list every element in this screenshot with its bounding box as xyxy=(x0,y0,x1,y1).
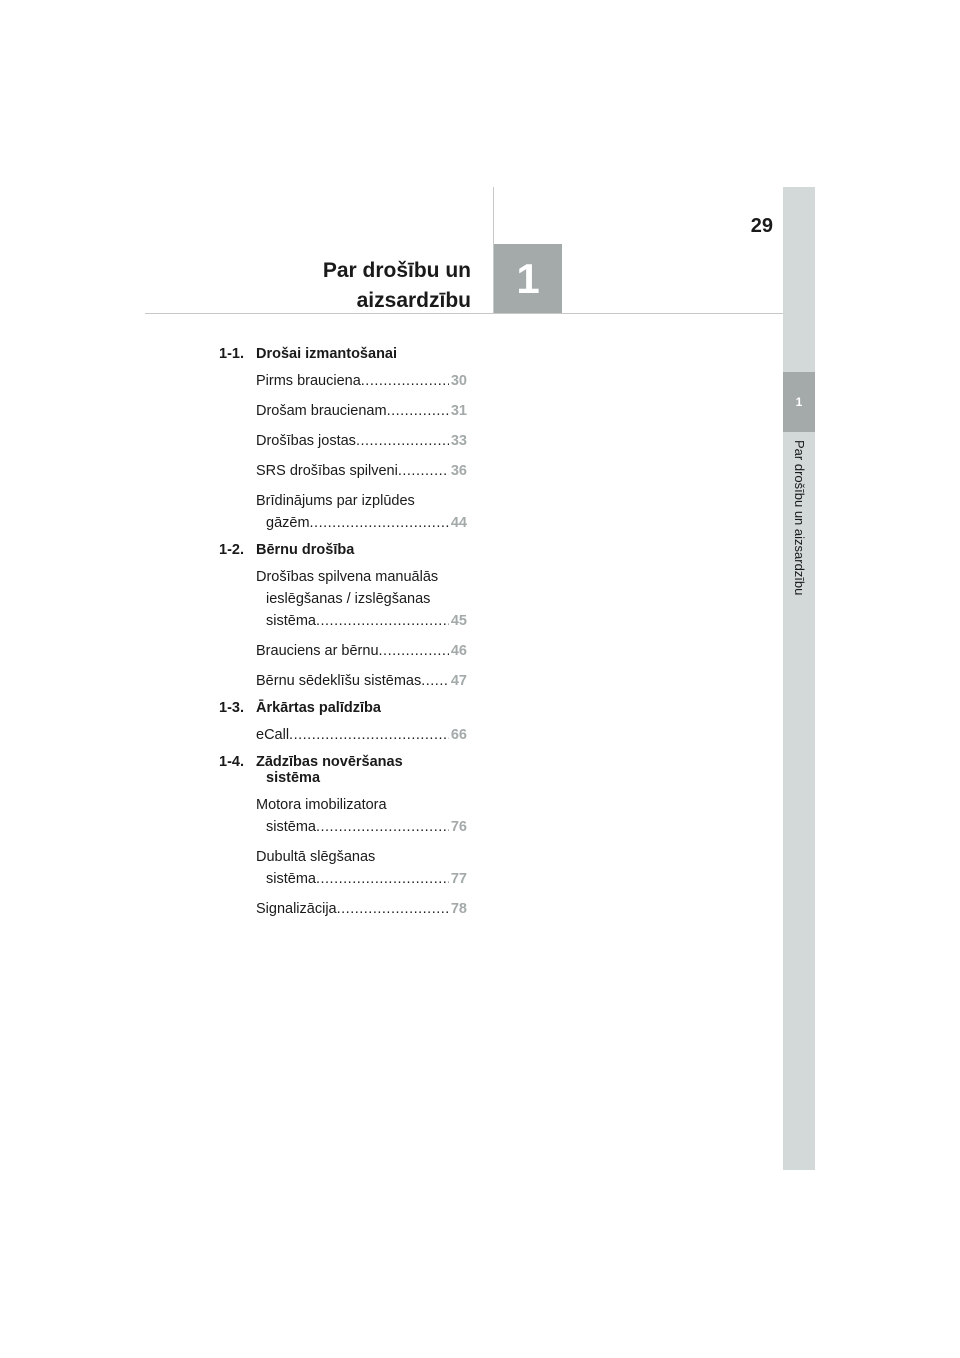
entry-page[interactable]: 76 xyxy=(450,819,467,835)
entry-label: sistēma xyxy=(266,819,316,835)
entry-label: sistēma xyxy=(266,613,316,629)
section-title-line1: Zādzības novēršanas xyxy=(256,754,403,770)
toc-entry[interactable] xyxy=(256,400,467,422)
entry-label-line1: Dubultā slēgšanas xyxy=(256,849,376,865)
toc-entry[interactable] xyxy=(256,490,467,534)
entry-page[interactable]: 36 xyxy=(450,463,467,479)
toc-section xyxy=(219,700,467,716)
toc-entry[interactable] xyxy=(256,794,467,838)
entry-label: sistēma xyxy=(266,871,316,887)
entry-page[interactable]: 45 xyxy=(450,613,467,629)
entry-label: Bērnu sēdeklīšu sistēmas xyxy=(256,673,422,689)
section-number: 1-2. xyxy=(219,542,244,558)
leader-dots xyxy=(387,400,449,422)
entry-label: Signalizācija xyxy=(256,901,337,917)
leader-dots xyxy=(379,640,449,662)
section-title[interactable] xyxy=(256,754,467,786)
toc-section xyxy=(219,346,467,362)
entry-label: eCall xyxy=(256,727,290,743)
leader-dots xyxy=(361,370,449,392)
chapter-title-line2: aizsardzību xyxy=(356,289,471,312)
section-title[interactable]: Ārkārtas palīdzība xyxy=(256,700,381,716)
entry-label: Drošam braucienam xyxy=(256,403,387,419)
side-tab-chapter-number[interactable]: 1 xyxy=(783,372,815,432)
chapter-number-box: 1 xyxy=(494,244,562,313)
section-title-line2: sistēma xyxy=(266,770,321,786)
entry-page[interactable]: 30 xyxy=(450,373,467,389)
entry-label: Drošības jostas xyxy=(256,433,356,449)
section-title[interactable]: Drošai izmantošanai xyxy=(256,346,398,362)
entry-page[interactable]: 44 xyxy=(450,515,467,531)
entry-page[interactable]: 31 xyxy=(450,403,467,419)
leader-dots xyxy=(289,724,449,746)
section-number: 1-1. xyxy=(219,346,244,362)
toc-entry[interactable] xyxy=(256,724,467,746)
toc-entry[interactable] xyxy=(256,566,467,632)
leader-dots xyxy=(356,430,449,452)
leader-dots xyxy=(316,816,449,838)
side-tab-label: Par drošību un aizsardzību xyxy=(792,440,807,596)
toc-entry[interactable] xyxy=(256,670,467,692)
page-number: 29 xyxy=(750,215,773,237)
toc-section xyxy=(219,754,467,786)
leader-dots xyxy=(421,670,449,692)
toc-entry[interactable] xyxy=(256,460,467,482)
entry-label: Brauciens ar bērnu xyxy=(256,643,379,659)
entry-page[interactable]: 78 xyxy=(450,901,467,917)
table-of-contents xyxy=(219,346,467,928)
toc-entry[interactable] xyxy=(256,640,467,662)
leader-dots xyxy=(316,868,449,890)
entry-label-line1: Brīdinājums par izplūdes xyxy=(256,493,415,509)
entry-label: Pirms brauciena xyxy=(256,373,361,389)
entry-page[interactable]: 77 xyxy=(450,871,467,887)
chapter-title xyxy=(323,256,471,316)
entry-label-line1: Drošības spilvena manuālās xyxy=(256,569,439,585)
leader-dots xyxy=(310,512,449,534)
toc-section xyxy=(219,542,467,558)
entry-page[interactable]: 47 xyxy=(450,673,467,689)
section-title[interactable]: Bērnu drošība xyxy=(256,542,355,558)
entry-label-line1: Motora imobilizatora xyxy=(256,797,387,813)
toc-entry[interactable] xyxy=(256,370,467,392)
entry-page[interactable]: 66 xyxy=(450,727,467,743)
toc-entry[interactable] xyxy=(256,898,467,920)
entry-label: gāzēm xyxy=(266,515,310,531)
section-number: 1-4. xyxy=(219,754,244,770)
chapter-title-line1: Par drošību un xyxy=(322,259,471,282)
entry-label: SRS drošības spilveni xyxy=(256,463,398,479)
leader-dots xyxy=(337,898,449,920)
entry-page[interactable]: 33 xyxy=(450,433,467,449)
side-tab xyxy=(783,187,815,1170)
toc-entry[interactable] xyxy=(256,430,467,452)
toc-entry[interactable] xyxy=(256,846,467,890)
entry-page[interactable]: 46 xyxy=(450,643,467,659)
entry-label-line2: ieslēgšanas / izslēgšanas xyxy=(266,591,431,607)
leader-dots xyxy=(398,460,449,482)
leader-dots xyxy=(316,610,449,632)
section-number: 1-3. xyxy=(219,700,244,716)
